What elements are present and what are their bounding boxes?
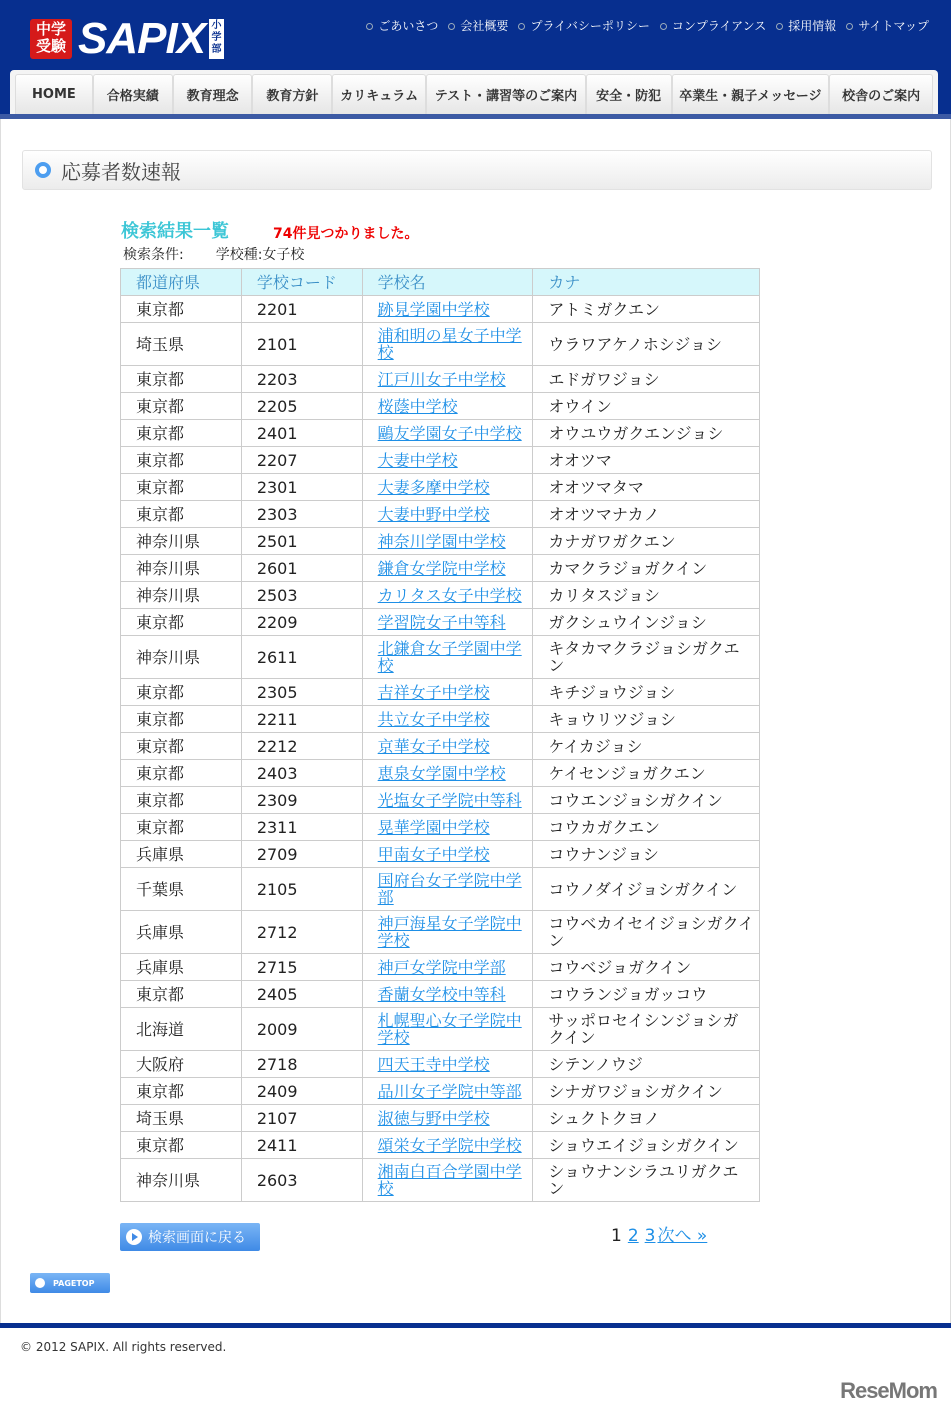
school-link[interactable]: 大妻中野中学校 bbox=[377, 504, 490, 524]
school-name-cell bbox=[362, 323, 533, 366]
kana-cell: コウベカイセイジョシガクイン bbox=[533, 911, 760, 954]
circle-bullet-icon bbox=[366, 23, 373, 30]
page-link-3[interactable]: 3 bbox=[644, 1226, 656, 1246]
school-name-cell bbox=[362, 447, 533, 474]
footer-line bbox=[0, 1323, 951, 1328]
table-row bbox=[121, 1132, 760, 1159]
table-row bbox=[121, 679, 760, 706]
table-row bbox=[121, 760, 760, 787]
prefecture-cell: 東京都 bbox=[121, 420, 242, 447]
prefecture-cell: 東京都 bbox=[121, 609, 242, 636]
school-name-cell bbox=[362, 296, 533, 323]
kana-cell: コウノダイジョシガクイン bbox=[533, 868, 760, 911]
sapix-logo[interactable] bbox=[30, 14, 224, 63]
school-link[interactable]: 鎌倉女学院中学校 bbox=[377, 558, 506, 578]
prefecture-cell: 神奈川県 bbox=[121, 636, 242, 679]
arrow-up-icon bbox=[35, 1278, 45, 1288]
table-row bbox=[121, 501, 760, 528]
prefecture-cell: 東京都 bbox=[121, 447, 242, 474]
school-name-cell bbox=[362, 1051, 533, 1078]
kana-cell: オウイン bbox=[533, 393, 760, 420]
code-cell: 2715 bbox=[241, 954, 362, 981]
school-name-cell bbox=[362, 760, 533, 787]
school-link[interactable]: 大妻多摩中学校 bbox=[377, 477, 490, 497]
kana-cell: シュクトクヨノ bbox=[533, 1105, 760, 1132]
code-cell: 2105 bbox=[241, 868, 362, 911]
prefecture-cell: 東京都 bbox=[121, 366, 242, 393]
circle-bullet-icon bbox=[518, 23, 525, 30]
pagetop-label: PAGETOP bbox=[53, 1278, 95, 1288]
school-name-cell bbox=[362, 1105, 533, 1132]
table-row bbox=[121, 1159, 760, 1202]
top-link-label: ごあいさつ bbox=[378, 19, 439, 33]
pagetop-button[interactable] bbox=[30, 1273, 110, 1293]
code-cell: 2207 bbox=[241, 447, 362, 474]
circle-bullet-icon bbox=[448, 23, 455, 30]
code-cell: 2603 bbox=[241, 1159, 362, 1202]
kana-cell: ガクシュウインジョシ bbox=[533, 609, 760, 636]
kana-cell: シテンノウジ bbox=[533, 1051, 760, 1078]
prefecture-cell: 東京都 bbox=[121, 760, 242, 787]
circle-bullet-icon bbox=[35, 162, 51, 178]
site-header bbox=[0, 0, 951, 118]
school-name-cell bbox=[362, 814, 533, 841]
nav-item[interactable]: テスト・講習等のご案内 bbox=[426, 74, 586, 114]
school-name-cell bbox=[362, 528, 533, 555]
kana-cell: ショウナンシラユリガクエン bbox=[533, 1159, 760, 1202]
table-row bbox=[121, 868, 760, 911]
school-name-cell bbox=[362, 733, 533, 760]
kana-cell: シナガワジョシガクイン bbox=[533, 1078, 760, 1105]
code-cell: 2405 bbox=[241, 981, 362, 1008]
code-cell: 2401 bbox=[241, 420, 362, 447]
prefecture-cell: 東京都 bbox=[121, 706, 242, 733]
kana-cell: コウナンジョシ bbox=[533, 841, 760, 868]
page-title-bar bbox=[22, 150, 932, 190]
prefecture-cell: 東京都 bbox=[121, 393, 242, 420]
top-link-label: プライバシーポリシー bbox=[530, 19, 650, 33]
kana-cell: ケイカジョシ bbox=[533, 733, 760, 760]
logo-sub: 小学部 bbox=[209, 19, 224, 59]
kana-cell: アトミガクエン bbox=[533, 296, 760, 323]
school-name-cell bbox=[362, 787, 533, 814]
prefecture-cell: 埼玉県 bbox=[121, 1105, 242, 1132]
top-link-label: 採用情報 bbox=[788, 19, 837, 33]
table-row bbox=[121, 447, 760, 474]
school-link[interactable]: 香蘭女学校中等科 bbox=[377, 984, 506, 1004]
table-row bbox=[121, 528, 760, 555]
nav-item[interactable]: 安全・防犯 bbox=[586, 74, 672, 114]
school-link[interactable]: 札幌聖心女子学院中学校 bbox=[377, 1011, 522, 1047]
table-row bbox=[121, 582, 760, 609]
circle-bullet-icon bbox=[846, 23, 853, 30]
prefecture-cell: 東京都 bbox=[121, 1132, 242, 1159]
prefecture-cell: 兵庫県 bbox=[121, 841, 242, 868]
school-link[interactable]: 浦和明の星女子中学校 bbox=[377, 326, 522, 362]
school-link[interactable]: 頌栄女子学院中学校 bbox=[377, 1135, 522, 1155]
nav-item[interactable]: 校舎のご案内 bbox=[829, 74, 933, 114]
school-link[interactable]: 鷗友学園女子中学校 bbox=[377, 423, 522, 443]
page-title: 応募者数速報 bbox=[61, 159, 181, 184]
school-link[interactable]: 神奈川学園中学校 bbox=[377, 531, 506, 551]
school-link[interactable]: 共立女子中学校 bbox=[377, 709, 490, 729]
code-cell: 2203 bbox=[241, 366, 362, 393]
kana-cell: カリタスジョシ bbox=[533, 582, 760, 609]
table-row bbox=[121, 1105, 760, 1132]
results-count: 74件見つかりました。 bbox=[273, 226, 419, 242]
school-link[interactable]: 国府台女子学院中学部 bbox=[377, 871, 522, 907]
table-row bbox=[121, 787, 760, 814]
kana-cell: コウランジョガッコウ bbox=[533, 981, 760, 1008]
table-row bbox=[121, 393, 760, 420]
prefecture-cell: 東京都 bbox=[121, 814, 242, 841]
top-link[interactable] bbox=[776, 17, 836, 34]
conditions-label: 検索条件: bbox=[123, 247, 184, 263]
school-link[interactable]: 跡見学園中学校 bbox=[377, 299, 490, 319]
school-link[interactable]: 吉祥女子中学校 bbox=[377, 682, 490, 702]
table-row bbox=[121, 814, 760, 841]
code-cell: 2411 bbox=[241, 1132, 362, 1159]
table-row bbox=[121, 1008, 760, 1051]
prefecture-cell: 神奈川県 bbox=[121, 582, 242, 609]
school-link[interactable]: 四天王寺中学校 bbox=[377, 1054, 490, 1074]
top-links bbox=[366, 17, 929, 34]
code-cell: 2009 bbox=[241, 1008, 362, 1051]
school-name-cell bbox=[362, 841, 533, 868]
school-name-cell bbox=[362, 501, 533, 528]
kana-cell: オオツマ bbox=[533, 447, 760, 474]
page-current: 1 bbox=[611, 1226, 622, 1246]
prefecture-cell: 東京都 bbox=[121, 733, 242, 760]
kana-cell: オオツマタマ bbox=[533, 474, 760, 501]
table-row bbox=[121, 420, 760, 447]
code-cell: 2212 bbox=[241, 733, 362, 760]
nav-item[interactable]: 教育理念 bbox=[173, 74, 253, 114]
kana-cell: カナガワガクエン bbox=[533, 528, 760, 555]
code-cell: 2409 bbox=[241, 1078, 362, 1105]
code-cell: 2611 bbox=[241, 636, 362, 679]
school-link[interactable]: 学習院女子中等科 bbox=[377, 612, 506, 632]
school-link[interactable]: 湘南白百合学園中学校 bbox=[377, 1162, 522, 1198]
school-link[interactable]: 大妻中学校 bbox=[377, 450, 458, 470]
top-link-label: サイトマップ bbox=[858, 19, 929, 33]
kana-cell: コウカガクエン bbox=[533, 814, 760, 841]
school-link[interactable]: 光塩女子学院中等科 bbox=[377, 790, 522, 810]
table-row bbox=[121, 911, 760, 954]
prefecture-cell: 大阪府 bbox=[121, 1051, 242, 1078]
kana-cell: ショウエイジョシガクイン bbox=[533, 1132, 760, 1159]
logo-badge: 中学受験 bbox=[30, 19, 72, 59]
table-row bbox=[121, 555, 760, 582]
code-cell: 2309 bbox=[241, 787, 362, 814]
column-header: カナ bbox=[533, 269, 760, 296]
back-label: 検索画面に戻る bbox=[148, 1230, 246, 1246]
prefecture-cell: 神奈川県 bbox=[121, 1159, 242, 1202]
code-cell: 2311 bbox=[241, 814, 362, 841]
code-cell: 2201 bbox=[241, 296, 362, 323]
circle-bullet-icon bbox=[776, 23, 783, 30]
school-link[interactable]: 甲南女子中学校 bbox=[377, 844, 490, 864]
next-page-link[interactable]: 次へ » bbox=[657, 1226, 708, 1246]
kana-cell: オウユウガクエンジョシ bbox=[533, 420, 760, 447]
nav-item[interactable]: カリキュラム bbox=[332, 74, 426, 114]
school-name-cell bbox=[362, 393, 533, 420]
prefecture-cell: 東京都 bbox=[121, 787, 242, 814]
code-cell: 2101 bbox=[241, 323, 362, 366]
kana-cell: ケイセンジョガクエン bbox=[533, 760, 760, 787]
kana-cell: キチジョウジョシ bbox=[533, 679, 760, 706]
school-name-cell bbox=[362, 1132, 533, 1159]
table-row bbox=[121, 733, 760, 760]
copyright: © 2012 SAPIX. All rights reserved. bbox=[20, 1340, 227, 1354]
prefecture-cell: 東京都 bbox=[121, 981, 242, 1008]
prefecture-cell: 兵庫県 bbox=[121, 954, 242, 981]
code-cell: 2718 bbox=[241, 1051, 362, 1078]
school-name-cell bbox=[362, 474, 533, 501]
kana-cell: コウエンジョシガクイン bbox=[533, 787, 760, 814]
column-header: 都道府県 bbox=[121, 269, 242, 296]
code-cell: 2709 bbox=[241, 841, 362, 868]
table-row bbox=[121, 841, 760, 868]
school-name-cell bbox=[362, 609, 533, 636]
nav-item[interactable]: 教育方針 bbox=[252, 74, 332, 114]
table-row bbox=[121, 366, 760, 393]
prefecture-cell: 東京都 bbox=[121, 501, 242, 528]
prefecture-cell: 神奈川県 bbox=[121, 555, 242, 582]
code-cell: 2403 bbox=[241, 760, 362, 787]
school-name-cell bbox=[362, 679, 533, 706]
code-cell: 2301 bbox=[241, 474, 362, 501]
school-link[interactable]: 晃華学園中学校 bbox=[377, 817, 490, 837]
prefecture-cell: 神奈川県 bbox=[121, 528, 242, 555]
school-name-cell bbox=[362, 706, 533, 733]
kana-cell: エドガワジョシ bbox=[533, 366, 760, 393]
prefecture-cell: 北海道 bbox=[121, 1008, 242, 1051]
table-row bbox=[121, 636, 760, 679]
school-name-cell bbox=[362, 1159, 533, 1202]
school-name-cell bbox=[362, 868, 533, 911]
table-row bbox=[121, 706, 760, 733]
school-link[interactable]: 神戸女学院中学部 bbox=[377, 957, 506, 977]
conditions-value: 学校種:女子校 bbox=[215, 247, 305, 263]
school-link[interactable]: 江戸川女子中学校 bbox=[377, 369, 506, 389]
school-link[interactable]: 神戸海星女子学院中学校 bbox=[377, 914, 522, 950]
table-row bbox=[121, 954, 760, 981]
top-link[interactable] bbox=[448, 17, 508, 34]
table-row bbox=[121, 296, 760, 323]
school-name-cell bbox=[362, 366, 533, 393]
prefecture-cell: 兵庫県 bbox=[121, 911, 242, 954]
page-link-2[interactable]: 2 bbox=[627, 1226, 639, 1246]
school-name-cell bbox=[362, 911, 533, 954]
nav-item[interactable]: 卒業生・親子メッセージ bbox=[672, 74, 830, 114]
prefecture-cell: 東京都 bbox=[121, 296, 242, 323]
resemom-watermark: ReseMom bbox=[840, 1378, 937, 1403]
code-cell: 2305 bbox=[241, 679, 362, 706]
code-cell: 2712 bbox=[241, 911, 362, 954]
search-conditions bbox=[123, 244, 304, 264]
school-link[interactable]: 北鎌倉女子学園中学校 bbox=[377, 639, 522, 675]
code-cell: 2503 bbox=[241, 582, 362, 609]
table-row bbox=[121, 1078, 760, 1105]
school-name-cell bbox=[362, 1008, 533, 1051]
school-name-cell bbox=[362, 954, 533, 981]
top-link[interactable] bbox=[846, 17, 929, 34]
school-link[interactable]: 淑徳与野中学校 bbox=[377, 1108, 490, 1128]
table-row bbox=[121, 609, 760, 636]
pagination bbox=[611, 1221, 707, 1246]
prefecture-cell: 東京都 bbox=[121, 474, 242, 501]
prefecture-cell: 埼玉県 bbox=[121, 323, 242, 366]
kana-cell: サッポロセイシンジョシガクイン bbox=[533, 1008, 760, 1051]
code-cell: 2205 bbox=[241, 393, 362, 420]
code-cell: 2303 bbox=[241, 501, 362, 528]
table-row bbox=[121, 323, 760, 366]
school-link[interactable]: カリタス女子中学校 bbox=[377, 585, 522, 605]
school-link[interactable]: 品川女子学院中等部 bbox=[377, 1081, 522, 1101]
prefecture-cell: 東京都 bbox=[121, 1078, 242, 1105]
top-link[interactable] bbox=[518, 17, 649, 34]
back-to-search-button[interactable] bbox=[120, 1223, 260, 1251]
school-name-cell bbox=[362, 420, 533, 447]
school-name-cell bbox=[362, 555, 533, 582]
column-header: 学校コード bbox=[241, 269, 362, 296]
top-link[interactable] bbox=[660, 17, 766, 34]
play-icon bbox=[126, 1229, 142, 1245]
code-cell: 2209 bbox=[241, 609, 362, 636]
school-link[interactable]: 桜蔭中学校 bbox=[377, 396, 458, 416]
logo-word: SAPIX bbox=[78, 14, 206, 63]
circle-bullet-icon bbox=[660, 23, 667, 30]
kana-cell: カマクラジョガクイン bbox=[533, 555, 760, 582]
results-table bbox=[120, 268, 760, 1202]
kana-cell: コウベジョガクイン bbox=[533, 954, 760, 981]
results-title: 検索結果一覧 bbox=[121, 221, 229, 242]
nav-item[interactable]: 合格実績 bbox=[93, 74, 173, 114]
school-link[interactable]: 京華女子中学校 bbox=[377, 736, 490, 756]
prefecture-cell: 千葉県 bbox=[121, 868, 242, 911]
school-name-cell bbox=[362, 582, 533, 609]
kana-cell: オオツマナカノ bbox=[533, 501, 760, 528]
code-cell: 2107 bbox=[241, 1105, 362, 1132]
table-row bbox=[121, 981, 760, 1008]
main-nav bbox=[10, 70, 938, 114]
column-header: 学校名 bbox=[362, 269, 533, 296]
top-link[interactable] bbox=[366, 17, 438, 34]
school-name-cell bbox=[362, 981, 533, 1008]
code-cell: 2601 bbox=[241, 555, 362, 582]
table-row bbox=[121, 474, 760, 501]
school-link[interactable]: 恵泉女学園中学校 bbox=[377, 763, 506, 783]
table-header-row bbox=[121, 269, 760, 296]
kana-cell: ウラワアケノホシジョシ bbox=[533, 323, 760, 366]
top-link-label: コンプライアンス bbox=[671, 19, 767, 33]
code-cell: 2211 bbox=[241, 706, 362, 733]
top-link-label: 会社概要 bbox=[460, 19, 509, 33]
prefecture-cell: 東京都 bbox=[121, 679, 242, 706]
kana-cell: キョウリツジョシ bbox=[533, 706, 760, 733]
code-cell: 2501 bbox=[241, 528, 362, 555]
nav-item[interactable]: HOME bbox=[15, 74, 93, 114]
school-name-cell bbox=[362, 636, 533, 679]
school-name-cell bbox=[362, 1078, 533, 1105]
table-row bbox=[121, 1051, 760, 1078]
kana-cell: キタカマクラジョシガクエン bbox=[533, 636, 760, 679]
